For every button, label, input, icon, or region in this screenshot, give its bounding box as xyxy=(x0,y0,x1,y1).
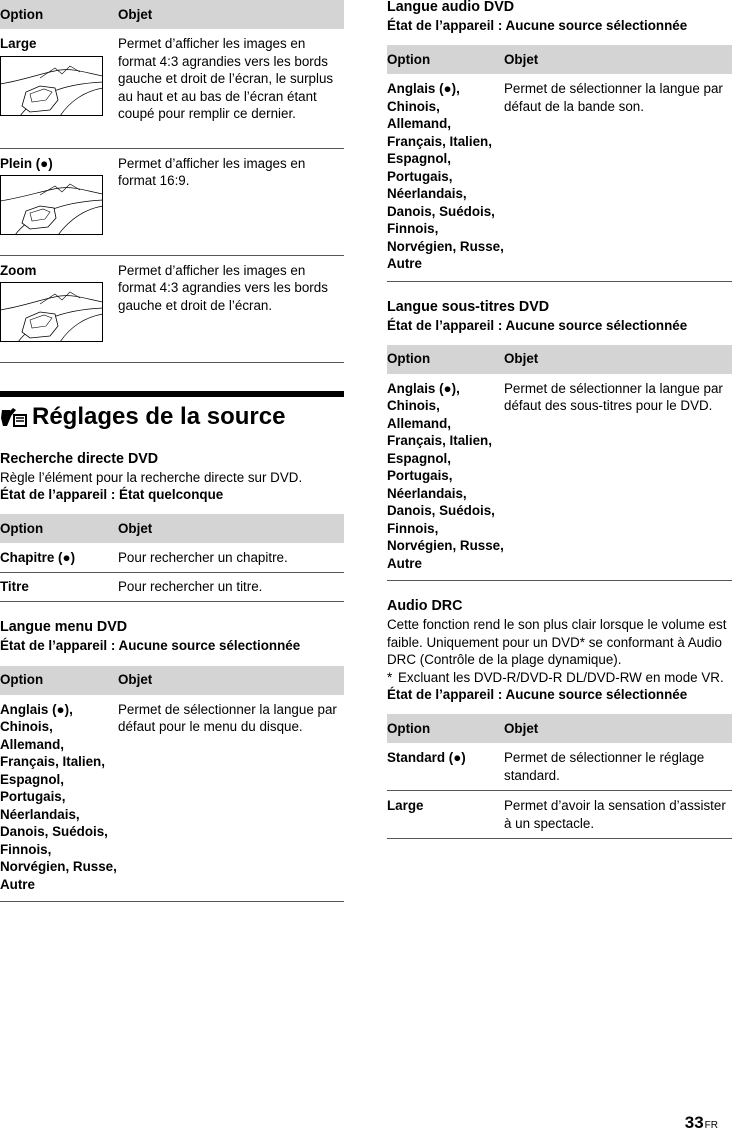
langue-audio-table xyxy=(387,45,732,282)
page-number xyxy=(685,1112,718,1137)
header-objet: Objet xyxy=(118,514,344,543)
table-header xyxy=(0,0,344,29)
option-titre: Titre xyxy=(0,572,118,601)
table-row xyxy=(387,791,732,839)
langue-menu-condition: État de l’appareil : Aucune source sélectionnée xyxy=(0,637,301,653)
table-row xyxy=(0,695,344,902)
langue-menu-heading: Langue menu DVD xyxy=(0,618,128,635)
car-on-road-illustration xyxy=(0,56,103,116)
option-cell xyxy=(0,29,118,148)
audio-drc-description: Cette fonction rend le son plus clair lorsque le volume est faible. Uniquement pour un DVD* se conformant à Audio DRC (Contrôle de la plage dynamique). xyxy=(387,617,727,667)
header-option: Option xyxy=(387,714,504,743)
table-header xyxy=(387,345,732,374)
option-chapitre: Chapitre (●) xyxy=(0,543,118,572)
header-objet: Objet xyxy=(118,0,344,29)
table-row xyxy=(0,255,344,362)
langue-menu-table xyxy=(0,666,344,903)
header-objet: Objet xyxy=(504,345,732,374)
header-objet: Objet xyxy=(504,714,732,743)
option-cell xyxy=(0,255,118,362)
source-settings-icon xyxy=(0,406,28,428)
recherche-table xyxy=(0,514,344,602)
recherche-heading: Recherche directe DVD xyxy=(0,450,159,467)
option-standard: Standard (●) xyxy=(387,743,504,791)
objet-large: Permet d’avoir la sensation d’assister à un spectacle. xyxy=(504,791,732,839)
display-mode-table xyxy=(0,0,344,363)
header-option: Option xyxy=(387,345,504,374)
car-on-road-illustration xyxy=(0,282,103,342)
objet-large: Permet d’afficher les images en format 4:3 agrandies vers les bords gauche et droit de l’écran, le surplus au haut et au bas de l’écran étant coupé pour remplir ce dernier. xyxy=(118,29,344,148)
table-row xyxy=(387,374,732,581)
objet-langue-audio: Permet de sélectionner la langue par défaut de la bande son. xyxy=(504,74,732,281)
header-objet: Objet xyxy=(118,666,344,695)
audio-drc-note xyxy=(387,669,732,687)
table-row xyxy=(387,743,732,791)
page-number-value: 33 xyxy=(684,1113,704,1132)
langue-soustitres-condition: État de l’appareil : Aucune source sélectionnée xyxy=(387,317,688,333)
option-langues: Anglais (●), Chinois, Allemand, Français, Italien, Espagnol, Portugais, Néerlandais, Danois, Suédois, Finnois, Norvégien, Russe, Autre xyxy=(387,74,504,281)
table-row xyxy=(0,29,344,148)
langue-audio-condition: État de l’appareil : Aucune source sélectionnée xyxy=(387,18,688,33)
left-column xyxy=(0,0,344,902)
objet-zoom: Permet d’afficher les images en format 4:3 agrandies vers les bords gauche et droit de l’écran. xyxy=(118,255,344,362)
section-title xyxy=(0,391,344,433)
car-on-road-illustration xyxy=(0,175,103,235)
langue-soustitres-section xyxy=(387,298,732,582)
langue-soustitres-heading: Langue sous-titres DVD xyxy=(387,298,550,315)
table-header xyxy=(387,45,732,74)
objet-plein: Permet d’afficher les images en format 16:9. xyxy=(118,148,344,255)
recherche-section xyxy=(0,450,344,602)
langue-audio-heading: Langue audio DVD xyxy=(387,0,515,15)
option-zoom: Zoom xyxy=(0,262,37,278)
audio-drc-section xyxy=(387,597,732,839)
header-option: Option xyxy=(0,666,118,695)
option-large: Large xyxy=(387,791,504,839)
header-option: Option xyxy=(0,0,118,29)
langue-soustitres-table xyxy=(387,345,732,582)
table-row xyxy=(0,572,344,601)
header-option: Option xyxy=(0,514,118,543)
audio-drc-condition: État de l’appareil : Aucune source sélectionnée xyxy=(387,687,688,702)
footnote-text: Excluant les DVD-R/DVD-R DL/DVD-RW en mode VR. xyxy=(398,669,724,685)
table-header xyxy=(0,514,344,543)
table-header xyxy=(387,714,732,743)
audio-drc-table xyxy=(387,714,732,839)
objet-langue-menu: Permet de sélectionner la langue par défaut pour le menu du disque. xyxy=(118,695,344,902)
footnote-mark: * xyxy=(387,669,393,685)
langue-audio-section xyxy=(387,0,732,282)
table-row xyxy=(387,74,732,281)
recherche-description: Règle l’élément pour la recherche directe sur DVD. xyxy=(0,469,303,485)
option-cell xyxy=(0,148,118,255)
option-langues: Anglais (●), Chinois, Allemand, Français, Italien, Espagnol, Portugais, Néerlandais, Danois, Suédois, Finnois, Norvégien, Russe, Autre xyxy=(0,695,118,902)
table-row xyxy=(0,148,344,255)
objet-chapitre: Pour rechercher un chapitre. xyxy=(118,543,344,572)
header-objet: Objet xyxy=(504,45,732,74)
langue-menu-section xyxy=(0,618,344,903)
objet-standard: Permet de sélectionner le réglage standard. xyxy=(504,743,732,791)
page-language: FR xyxy=(704,1120,718,1131)
option-plein: Plein (●) xyxy=(0,155,53,171)
section-title-text: Réglages de la source xyxy=(32,402,286,430)
right-column xyxy=(387,0,732,839)
objet-langue-soustitres: Permet de sélectionner la langue par défaut des sous-titres pour le DVD. xyxy=(504,374,732,581)
audio-drc-heading: Audio DRC xyxy=(387,598,463,614)
table-header xyxy=(0,666,344,695)
table-row xyxy=(0,543,344,572)
header-option: Option xyxy=(387,45,504,74)
option-large: Large xyxy=(0,36,37,51)
option-langues: Anglais (●), Chinois, Allemand, Français, Italien, Espagnol, Portugais, Néerlandais, Danois, Suédois, Finnois, Norvégien, Russe, Autre xyxy=(387,374,504,581)
recherche-condition: État de l’appareil : État quelconque xyxy=(0,487,224,502)
objet-titre: Pour rechercher un titre. xyxy=(118,572,344,601)
